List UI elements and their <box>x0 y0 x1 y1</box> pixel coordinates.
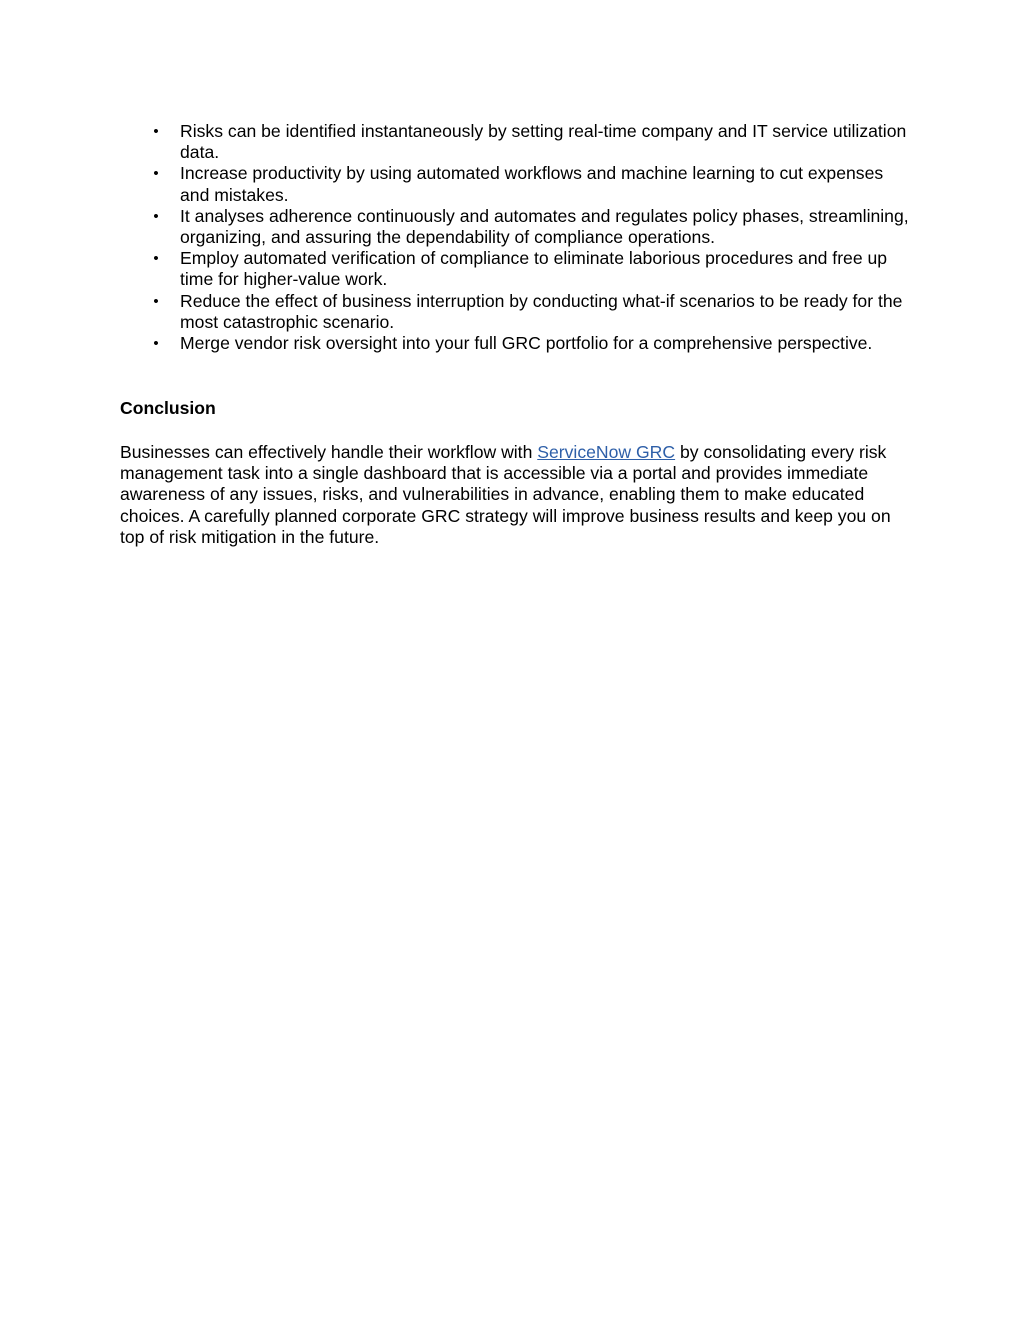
list-item <box>120 206 910 248</box>
bullet-icon: • <box>153 207 159 225</box>
list-item-text: Reduce the effect of business interruption by conducting what-if scenarios to be ready for the most catastrophic scenario. <box>180 290 903 332</box>
list-item <box>120 333 910 354</box>
bullet-icon: • <box>153 335 159 353</box>
list-item <box>120 291 910 333</box>
bullet-icon: • <box>153 123 159 140</box>
servicenow-grc-link[interactable]: ServiceNow GRC <box>537 442 676 462</box>
bullet-icon: • <box>153 292 159 310</box>
list-item-text: Increase productivity by using automated workflows and machine learning to cut expenses and mistakes. <box>180 163 884 205</box>
list-item-text: Merge vendor risk oversight into your full GRC portfolio for a comprehensive perspective. <box>180 333 873 354</box>
list-item <box>120 163 910 205</box>
paragraph-text-before-link: Businesses can effectively handle their workflow with <box>120 442 538 462</box>
list-item-text: Risks can be identified instantaneously by setting real-time company and IT service utilization data. <box>180 121 907 163</box>
list-item-text: Employ automated verification of compliance to eliminate laborious procedures and free up time for higher-value work. <box>180 248 888 290</box>
list-item <box>120 248 910 290</box>
list-item-text: It analyses adherence continuously and automates and regulates policy phases, streamlining, organizing, and assuring the dependability of compliance operations. <box>180 205 909 248</box>
conclusion-paragraph <box>120 442 910 548</box>
paragraph-text-after-link: by consolidating every risk management task into a single dashboard that is accessible via a portal and provides immediate awareness of any issues, risks, and vulnerabilities in advance, enabling them to make educated choices. A carefully planned corporate GRC strategy will improve business results and keep you on top of risk mitigation in the future. <box>120 442 891 547</box>
benefits-bullet-list <box>120 121 910 354</box>
list-item <box>120 121 910 163</box>
conclusion-heading: Conclusion <box>120 398 216 418</box>
bullet-icon: • <box>153 250 159 268</box>
bullet-icon: • <box>153 165 159 183</box>
